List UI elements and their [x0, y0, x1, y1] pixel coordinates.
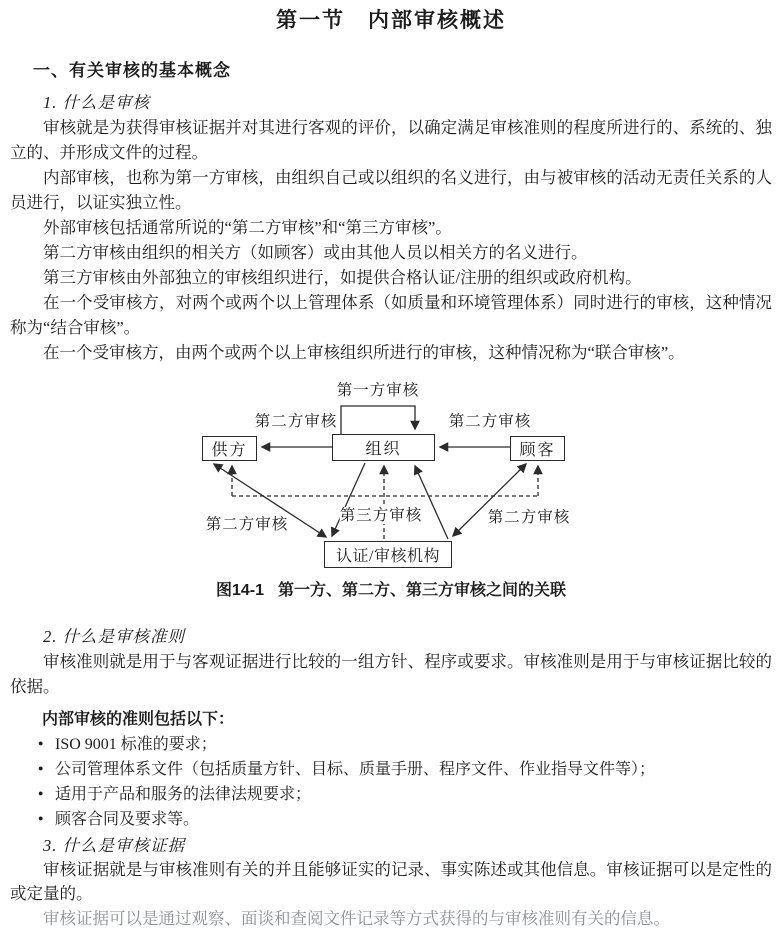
list-item-text: 公司管理体系文件（包括质量方针、目标、质量手册、程序文件、作业指导文件等）； — [55, 761, 656, 778]
criteria-list — [10, 732, 772, 832]
list-item-text: 适用于产品和服务的法律法规要求； — [55, 786, 312, 803]
subsection-3-title: 3. 什么是审核证据 — [43, 836, 185, 855]
box-customer: 顾客 — [510, 436, 565, 461]
paragraph-audit-definition: 审核就是为获得审核证据并对其进行客观的评价，以确定满足审核准则的程度所进行的、系统的、独立的、并形成文件的过程。 — [10, 118, 772, 162]
label-second-party-top-right: 第二方审核 — [448, 413, 532, 430]
paragraph-third-party: 第三方审核由外部独立的审核组织进行，如提供合格认证/注册的组织或政府机构。 — [43, 268, 642, 287]
figure-caption-text: 第一方、第二方、第三方审核之间的关联 — [278, 582, 567, 599]
section-heading: 一、有关审核的基本概念 — [33, 61, 231, 80]
figure-number: 图14-1 — [215, 582, 264, 599]
list-item — [38, 732, 772, 757]
clipped-overflow-line — [10, 906, 772, 928]
list-item — [38, 757, 772, 782]
paragraph-internal-audit: 内部审核，也称为第一方审核，由组织自己或以组织的名义进行，由与被审核的活动无责任关系的人员进行，以证实独立性。 — [10, 168, 772, 212]
paragraph-external-audit: 外部审核包括通常所说的“第二方审核”和“第三方审核”。 — [43, 218, 452, 237]
criteria-list-heading: 内部审核的准则包括以下： — [42, 711, 235, 728]
arrow-organization-to-certbody — [332, 463, 365, 536]
list-item — [38, 807, 772, 832]
subsection-1-title: 1. 什么是审核 — [43, 93, 150, 112]
partial-text-line: 审核证据可以是通过观察、面谈和查阅文件记录等方式获得的与审核准则有关的信息。 — [43, 909, 670, 928]
list-item — [38, 782, 772, 807]
paragraph-combined-audit: 在一个受审核方，对两个或两个以上管理体系（如质量和环境管理体系）同时进行的审核，这种情况称为“结合审核”。 — [10, 293, 772, 337]
list-item-text: ISO 9001 标准的要求； — [55, 736, 217, 753]
label-third-party-audit: 第三方审核 — [339, 507, 423, 524]
arrow-certbody-to-organization — [415, 466, 448, 539]
list-item-text: 顾客合同及要求等。 — [55, 811, 200, 828]
bullet-dot-icon — [38, 732, 43, 759]
page-title: 第一节 内部审核概述 — [276, 9, 506, 32]
box-organization: 组织 — [332, 434, 435, 461]
bullet-dot-icon — [38, 782, 43, 809]
box-supplier: 供方 — [202, 436, 257, 461]
figure-caption — [10, 581, 772, 600]
paragraph-second-party: 第二方审核由组织的相关方（如顾客）或由其他人员以相关方的名义进行。 — [43, 243, 588, 262]
paragraph-criteria-definition: 审核准则就是用于与客观证据进行比较的一组方针、程序或要求。审核准则是用于与审核证据比较的依据。 — [10, 652, 772, 696]
figure-14-1-diagram — [185, 379, 615, 576]
paragraph-joint-audit: 在一个受审核方，由两个或两个以上审核组织所进行的审核，这种情况称为“联合审核”。 — [43, 343, 685, 362]
subsection-2-title: 2. 什么是审核准则 — [43, 627, 185, 646]
paragraph-evidence-definition: 审核证据就是与审核准则有关的并且能够证实的记录、事实陈述或其他信息。审核证据可以是定性的或定量的。 — [10, 860, 772, 903]
box-certification-body: 认证/审核机构 — [324, 541, 452, 568]
label-first-party-audit: 第一方审核 — [336, 382, 420, 399]
label-second-party-bottom-right: 第二方审核 — [487, 509, 571, 526]
arrow-first-party-loop — [341, 406, 415, 434]
bullet-dot-icon — [38, 807, 43, 834]
label-second-party-top-left: 第二方审核 — [254, 413, 338, 430]
bullet-dot-icon — [38, 757, 43, 784]
label-second-party-bottom-left: 第二方审核 — [205, 516, 289, 533]
